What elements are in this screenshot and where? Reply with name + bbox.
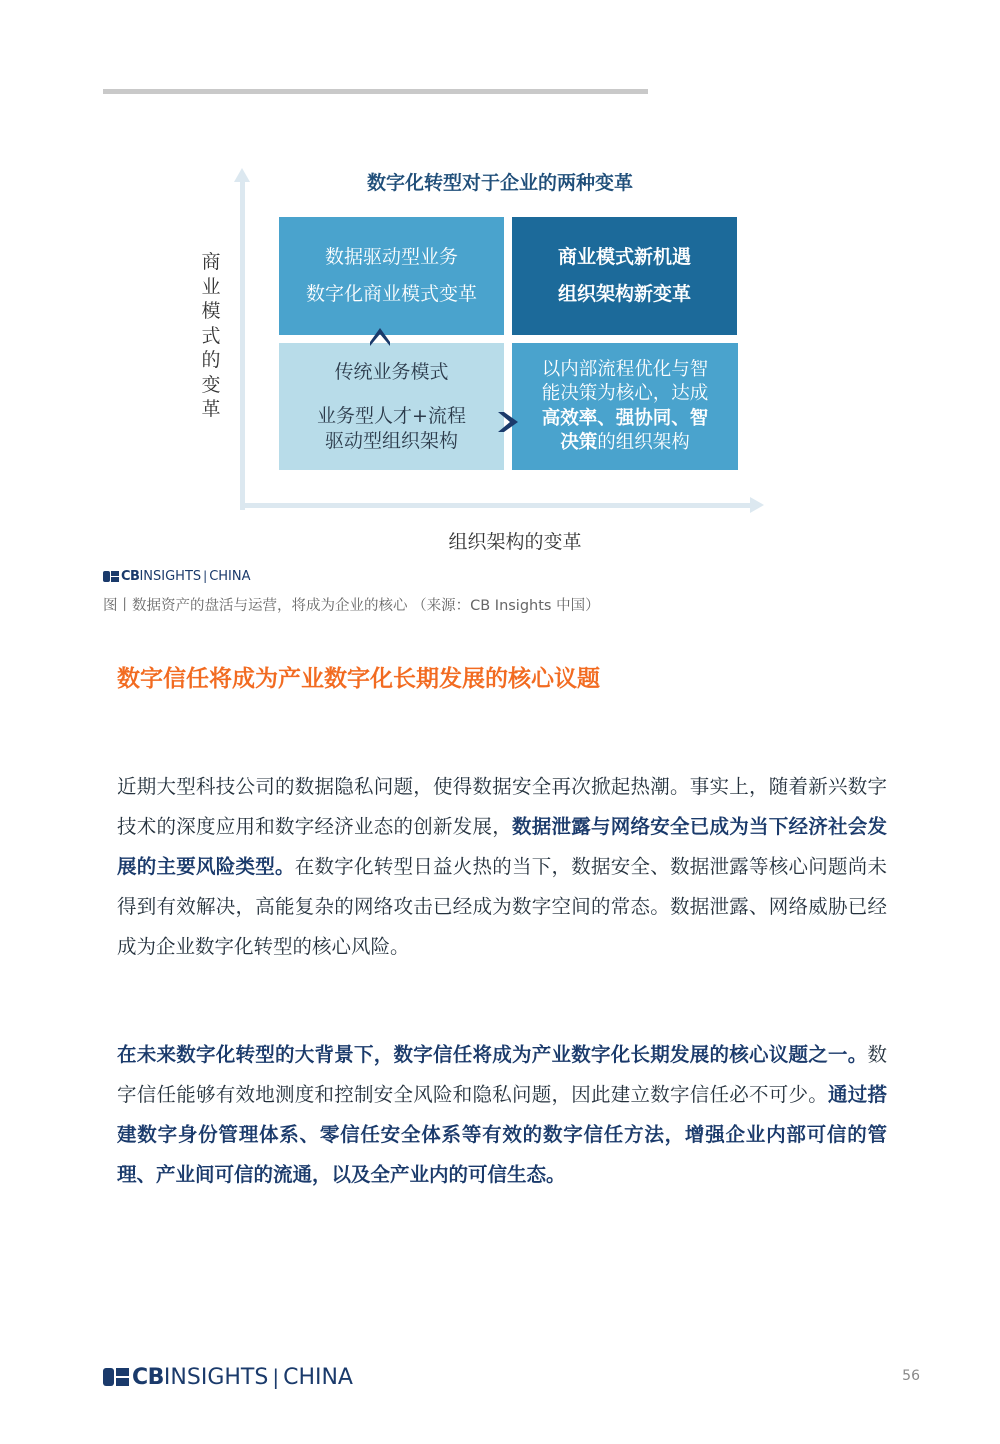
caption-logo [103,568,251,584]
y-axis-line [240,180,245,510]
paragraph-text: 数字信任能够有效地测度和控制安全风险和隐私问题，因此建立数字信任必不可少。 [117,1043,887,1106]
logo-cb-text: CB [121,568,140,584]
y-axis-arrow-icon [234,168,250,182]
quadrant-text: 数据驱动型业务 [324,246,458,268]
quadrant-text: 以内部流程优化与智 [541,358,709,380]
logo-cb-text: CB [132,1364,164,1390]
quadrant-bottom-right [512,343,738,470]
section-heading: 数字信任将成为产业数字化长期发展的核心议题 [117,666,600,692]
logo-china-text: CHINA [283,1364,353,1390]
quadrant-top-right [512,217,737,335]
paragraph-bold-text: 在未来数字化转型的大背景下，数字信任将成为产业数字化长期发展的核心议题之一。 [117,1043,868,1066]
quadrant-text: 组织架构新变革 [557,283,691,305]
quadrant-text [542,407,709,432]
logo-separator: | [272,1365,280,1389]
quadrant-text: 的组织架构 [597,432,690,453]
paragraph-bold-text: 通过搭建数字身份管理体系、零信任安全体系等有效的数字信任方法，增强企业内部可信的管理、产业间可信的流通，以及全产业内的可信生态。 [117,1083,887,1186]
cb-logo-icon [103,1368,129,1386]
quadrant-bottom-left [279,343,504,470]
chevron-up-icon [367,320,393,346]
y-axis-label: 商业模式的变革 [201,251,221,420]
chevron-right-icon [496,409,522,435]
paragraph-2 [117,1035,887,1195]
quadrant-text: 业务型人才+流程 [317,404,466,427]
x-axis-arrow-icon [750,497,764,513]
paragraph-text: 在数字化转型日益火热的当下，数据安全、数据泄露等核心问题尚未得到有效解决，高能复杂的网络攻击已经成为数字空间的常态。数据泄露、网络威胁已经成为企业数字化转型的核心风险。 [117,855,887,958]
figure-caption: 图丨数据资产的盘活与运营，将成为企业的核心 （来源：CB Insights 中国） [103,598,600,614]
paragraph-bold-text: 数据泄露与网络安全已成为当下经济社会发展的主要风险类型。 [117,815,887,878]
footer-logo [103,1364,353,1390]
paragraph-text: 近期大型科技公司的数据隐私问题，使得数据安全再次掀起热潮。事实上，随着新兴数字技术的深度应用和数字经济业态的创新发展， [117,775,887,838]
top-divider [103,89,648,94]
diagram-title: 数字化转型对于企业的两种变革 [366,172,633,194]
page-number: 56 [902,1368,920,1384]
quadrant-text: 商业模式新机遇 [557,246,691,268]
quadrant-text: 传统业务模式 [334,360,449,383]
cb-logo-icon [103,571,119,582]
quadrant-text: 驱动型组织架构 [324,429,458,452]
logo-insights-text: INSIGHTS [139,568,202,584]
paragraph-1 [117,767,887,967]
logo-separator: | [203,569,208,583]
quadrant-bold-text: 高效率、强协同、智 [541,407,709,429]
quadrant-bold-text: 决策 [560,432,598,453]
x-axis-line [240,503,752,508]
x-axis-label: 组织架构的变革 [448,531,582,553]
quadrant-text: 能决策为核心，达成 [541,383,709,404]
logo-china-text: CHINA [209,568,251,584]
quadrant-text: 数字化商业模式变革 [305,283,477,305]
quadrant-top-left [279,217,504,335]
logo-insights-text: INSIGHTS [163,1364,269,1390]
quadrant-text [560,431,690,456]
